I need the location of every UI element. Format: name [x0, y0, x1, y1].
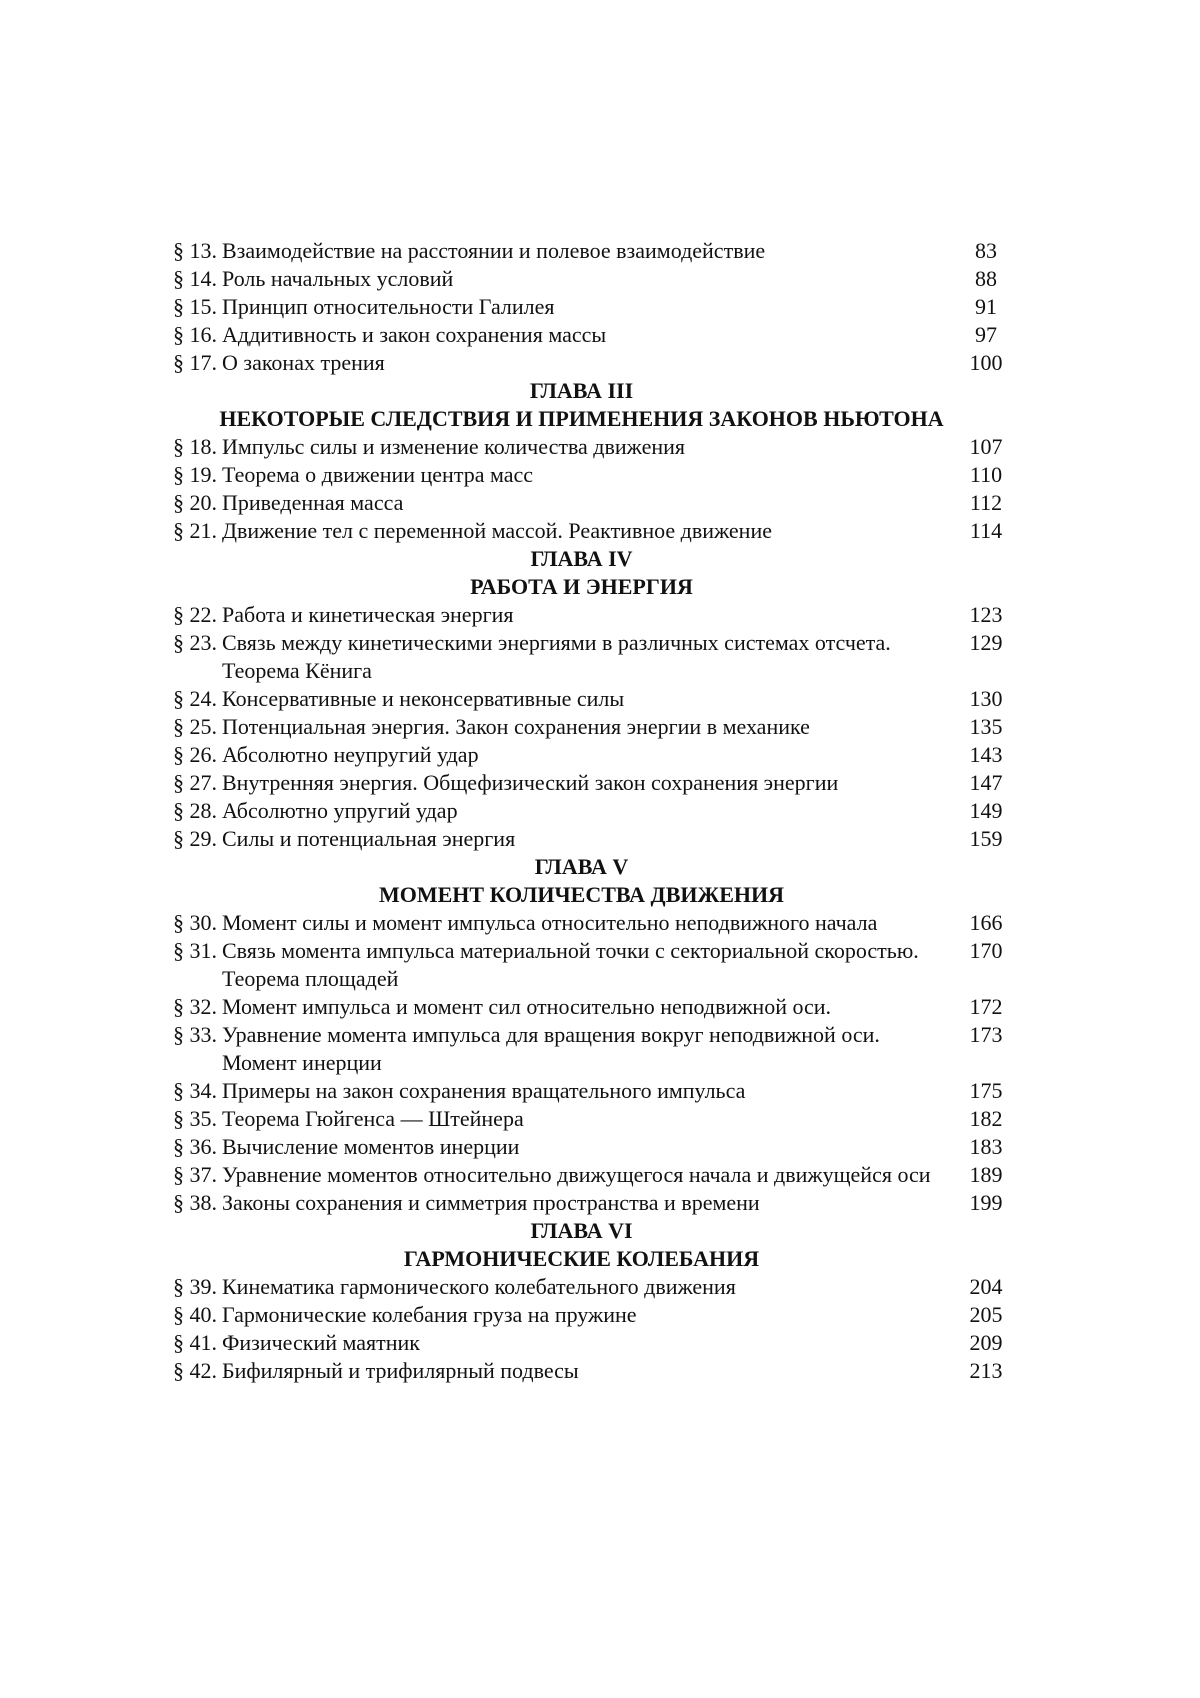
- toc-entry: [173, 237, 1030, 265]
- section-title: Момент импульса и момент сил относительно неподвижной оси.: [222, 994, 832, 1019]
- toc-entry: [173, 1329, 1030, 1357]
- section-title: Импульс силы и изменение количества движения: [222, 434, 685, 459]
- page-number: 213: [969, 1358, 1003, 1383]
- section-number: § 26.: [173, 742, 217, 767]
- toc-entry: [173, 433, 1030, 461]
- section-number: § 34.: [173, 1078, 217, 1103]
- page-number: 204: [969, 1274, 1003, 1299]
- page-number: 143: [969, 742, 1003, 767]
- section-title: Работа и кинетическая энергия: [222, 602, 514, 627]
- page-number: 170: [969, 938, 1003, 963]
- page-number: 205: [969, 1302, 1003, 1327]
- section-number: § 33.: [173, 1022, 217, 1047]
- toc-entry: [173, 1301, 1030, 1329]
- section-number: § 17.: [173, 350, 217, 375]
- toc-entry: [173, 1161, 1030, 1189]
- section-title: Приведенная масса: [222, 490, 404, 515]
- page-number: 123: [969, 602, 1003, 627]
- section-title: Кинематика гармонического колебательного движения: [222, 1274, 736, 1299]
- section-number: § 40.: [173, 1302, 217, 1327]
- section-number: § 25.: [173, 714, 217, 739]
- toc-entry: [173, 489, 1030, 517]
- chapter-label: ГЛАВА III: [529, 378, 634, 403]
- section-title: Взаимодействие на расстоянии и полевое взаимодействие: [222, 238, 766, 263]
- section-title: Принцип относительности Галилея: [222, 294, 555, 319]
- section-number: § 14.: [173, 266, 217, 291]
- chapter-title: НЕКОТОРЫЕ СЛЕДСТВИЯ И ПРИМЕНЕНИЯ ЗАКОНОВ НЬЮТОНА: [219, 406, 944, 431]
- section-number: § 16.: [173, 322, 217, 347]
- page-number: 149: [969, 798, 1003, 823]
- section-number: § 20.: [173, 490, 217, 515]
- page-number: 130: [969, 686, 1003, 711]
- page-number: 88: [975, 266, 997, 291]
- toc-entry: [173, 461, 1030, 489]
- page-number: 209: [969, 1330, 1003, 1355]
- section-number: § 19.: [173, 462, 217, 487]
- section-number: § 38.: [173, 1190, 217, 1215]
- section-title: Уравнение момента импульса для вращения вокруг неподвижной оси. Момент инерции: [222, 1022, 880, 1075]
- toc-entry: [173, 265, 1030, 293]
- page-number: 183: [969, 1134, 1003, 1159]
- toc-entry: [173, 769, 1030, 797]
- toc-entry: [173, 993, 1030, 1021]
- section-title: Уравнение моментов относительно движущегося начала и движущейся оси: [222, 1162, 931, 1187]
- page-number: 83: [975, 238, 997, 263]
- toc-entry: [173, 1077, 1030, 1105]
- section-title: Потенциальная энергия. Закон сохранения энергии в механике: [222, 714, 810, 739]
- page-number: 172: [969, 994, 1003, 1019]
- toc-entry: [173, 797, 1030, 825]
- page-number: 97: [975, 322, 997, 347]
- section-title: Внутренняя энергия. Общефизический закон сохранения энергии: [222, 770, 839, 795]
- section-number: § 27.: [173, 770, 217, 795]
- toc-entry: [173, 741, 1030, 769]
- section-number: § 35.: [173, 1106, 217, 1131]
- page-number: 135: [969, 714, 1003, 739]
- toc-entry: [173, 909, 1030, 937]
- page-number: 107: [969, 434, 1003, 459]
- section-number: § 21.: [173, 518, 217, 543]
- section-title: Абсолютно упругий удар: [222, 798, 458, 823]
- section-number: § 31.: [173, 938, 217, 963]
- section-title: Момент силы и момент импульса относительно неподвижного начала: [222, 910, 878, 935]
- table-of-contents: [173, 237, 1030, 1385]
- section-number: § 23.: [173, 630, 217, 655]
- toc-entry: [173, 1273, 1030, 1301]
- toc-entry: [173, 1105, 1030, 1133]
- section-title: Абсолютно неупругий удар: [222, 742, 479, 767]
- page-number: 114: [969, 518, 1003, 543]
- section-number: § 41.: [173, 1330, 217, 1355]
- chapter-label: ГЛАВА VI: [530, 1218, 633, 1243]
- section-number: § 15.: [173, 294, 217, 319]
- section-number: § 32.: [173, 994, 217, 1019]
- section-title: Гармонические колебания груза на пружине: [222, 1302, 637, 1327]
- section-number: § 28.: [173, 798, 217, 823]
- chapter-label: ГЛАВА IV: [530, 546, 633, 571]
- section-title: Связь момента импульса материальной точки с секториальной скоростью. Теорема площадей: [222, 938, 919, 991]
- toc-entry: [173, 629, 1030, 685]
- toc-entry: [173, 1133, 1030, 1161]
- toc-entry: [173, 825, 1030, 853]
- section-title: Законы сохранения и симметрия пространства и времени: [222, 1190, 760, 1215]
- section-title: Связь между кинетическими энергиями в различных системах отсчета. Теорема Кёнига: [222, 630, 891, 683]
- page-number: 159: [969, 826, 1003, 851]
- section-number: § 29.: [173, 826, 217, 851]
- section-number: § 30.: [173, 910, 217, 935]
- section-number: § 13.: [173, 238, 217, 263]
- section-title: Движение тел с переменной массой. Реактивное движение: [222, 518, 772, 543]
- chapter-title: ГАРМОНИЧЕСКИЕ КОЛЕБАНИЯ: [403, 1246, 760, 1271]
- section-title: Роль начальных условий: [222, 266, 454, 291]
- section-number: § 42.: [173, 1358, 217, 1383]
- section-number: § 22.: [173, 602, 217, 627]
- section-title: Теорема о движении центра масс: [222, 462, 534, 487]
- section-number: § 39.: [173, 1274, 217, 1299]
- toc-entry: [173, 937, 1030, 993]
- page-number: 175: [969, 1078, 1003, 1103]
- toc-entry: [173, 713, 1030, 741]
- page-number: 100: [969, 350, 1003, 375]
- section-title: Теорема Гюйгенса — Штейнера: [222, 1106, 524, 1131]
- page-number: 91: [975, 294, 997, 319]
- page-number: 189: [969, 1162, 1003, 1187]
- section-title: Консервативные и неконсервативные силы: [222, 686, 625, 711]
- page-number: 166: [969, 910, 1003, 935]
- toc-entry: [173, 293, 1030, 321]
- section-title: Примеры на закон сохранения вращательного импульса: [222, 1078, 746, 1103]
- page-number: 112: [969, 490, 1003, 515]
- page-number: 129: [969, 630, 1003, 655]
- page-number: 110: [969, 462, 1003, 487]
- chapter-title: МОМЕНТ КОЛИЧЕСТВА ДВИЖЕНИЯ: [378, 882, 785, 907]
- toc-entry: [173, 685, 1030, 713]
- section-title: Физический маятник: [222, 1330, 420, 1355]
- section-title: Силы и потенциальная энергия: [222, 826, 516, 851]
- toc-entry: [173, 321, 1030, 349]
- chapter-title: РАБОТА И ЭНЕРГИЯ: [470, 574, 693, 599]
- section-number: § 37.: [173, 1162, 217, 1187]
- toc-entry: [173, 1021, 1030, 1077]
- chapter-label: ГЛАВА V: [534, 854, 629, 879]
- section-title: О законах трения: [222, 350, 385, 375]
- section-number: § 36.: [173, 1134, 217, 1159]
- toc-entry: [173, 601, 1030, 629]
- section-number: § 24.: [173, 686, 217, 711]
- toc-entry: [173, 1357, 1030, 1385]
- section-title: Вычисление моментов инерции: [222, 1134, 520, 1159]
- section-title: Бифилярный и трифилярный подвесы: [222, 1358, 579, 1383]
- page-number: 147: [969, 770, 1003, 795]
- page-number: 182: [969, 1106, 1003, 1131]
- section-title: Аддитивность и закон сохранения массы: [222, 322, 607, 347]
- page-number: 173: [969, 1022, 1003, 1047]
- toc-entry: [173, 349, 1030, 377]
- toc-entry: [173, 1189, 1030, 1217]
- toc-entry: [173, 517, 1030, 545]
- page-number: 199: [969, 1190, 1003, 1215]
- section-number: § 18.: [173, 434, 217, 459]
